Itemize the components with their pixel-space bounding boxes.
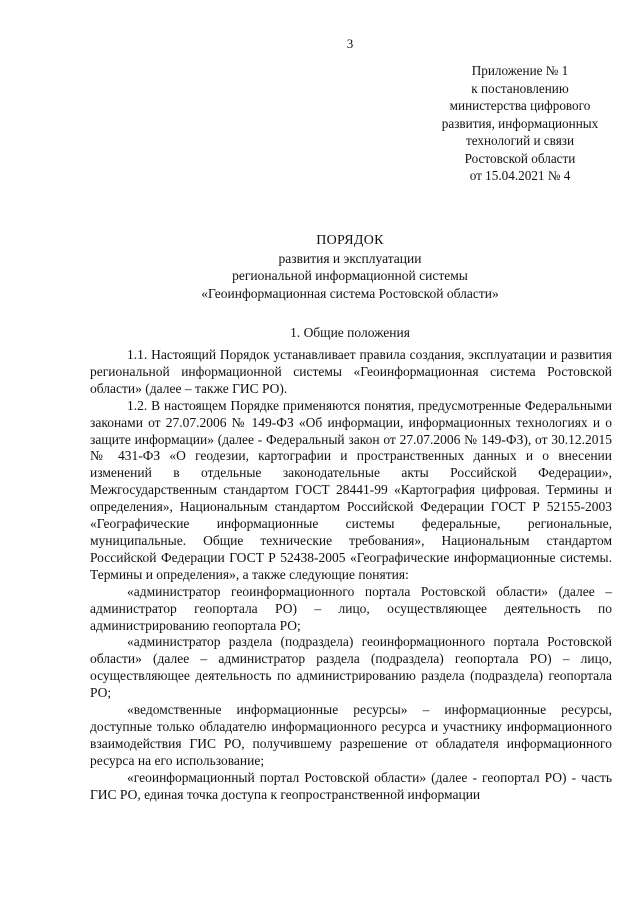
- page-number: 3: [346, 36, 354, 51]
- document-subtitle-line: региональной информационной системы: [232, 268, 468, 283]
- paragraph: «администратор раздела (подраздела) геоинформационного портала Ростовской области» (далее – администратор раздела (подраздела) геопортала РО) – лицо, осуществляющее деятельность по администрированию раздела (подраздела) геопортала РО;: [90, 634, 612, 701]
- document-subtitle-line: развития и эксплуатации: [278, 250, 422, 266]
- paragraph: «администратор геоинформационного портала Ростовской области» (далее – администратор геопортала РО) – лицо, осуществляющее деятельность по администрированию геопортала РО;: [90, 583, 612, 633]
- section-heading: 1. Общие положения: [290, 325, 410, 340]
- annex-line: министерства цифрового: [449, 98, 591, 113]
- annex-block: [420, 62, 620, 185]
- document-subtitle-line: «Геоинформационная система Ростовской области»: [201, 285, 499, 301]
- document-title: ПОРЯДОК: [316, 233, 384, 248]
- paragraph: «геоинформационный портал Ростовской области» (далее - геопортал РО) - часть ГИС РО, единая точка доступа к геопространственной информации: [90, 769, 612, 802]
- body-text: [90, 347, 612, 803]
- paragraph: 1.2. В настоящем Порядке применяются понятия, предусмотренные Федеральными законами от 27.07.2006 № 149-ФЗ «Об информации, информационных технологиях и о защите информации» (далее - Федеральный закон от 27.07.2006 № 149-ФЗ), от 30.12.2015 № 431-ФЗ «О геодезии, картографии и пространственных данных и о внесении изменений в отдельные законодательные акты Российской Федерации», Межгосударственным стандартом ГОСТ 28441-99 «Картография цифровая. Термины и определения», Национальным стандартом Российской Федерации ГОСТ Р 52155-2003 «Географические информационные системы федеральные, региональные, муниципальные. Общие технические требования», Национальным стандартом Российской Федерации ГОСТ Р 52438-2005 «Географические информационные системы. Термины и определения», а также следующие понятия:: [90, 397, 612, 582]
- annex-line: Ростовской области: [464, 150, 576, 166]
- paragraph: 1.1. Настоящий Порядок устанавливает правила создания, эксплуатации и развития региональной информационной системы «Геоинформационная система Ростовской области» (далее – также ГИС РО).: [90, 347, 612, 396]
- document-title-block: [90, 232, 610, 302]
- annex-line: от 15.04.2021 № 4: [469, 168, 571, 183]
- annex-line: Приложение № 1: [471, 63, 569, 78]
- annex-line: к постановлению: [471, 80, 569, 96]
- paragraph: «ведомственные информационные ресурсы» – информационные ресурсы, доступные только обладателю информационного ресурса и участнику информационного взаимодействия ГИС РО, получившему разрешение от обладателя информационного ресурса на его использование;: [90, 702, 612, 768]
- annex-line: технологий и связи: [465, 133, 575, 148]
- annex-line: развития, информационных: [441, 115, 599, 131]
